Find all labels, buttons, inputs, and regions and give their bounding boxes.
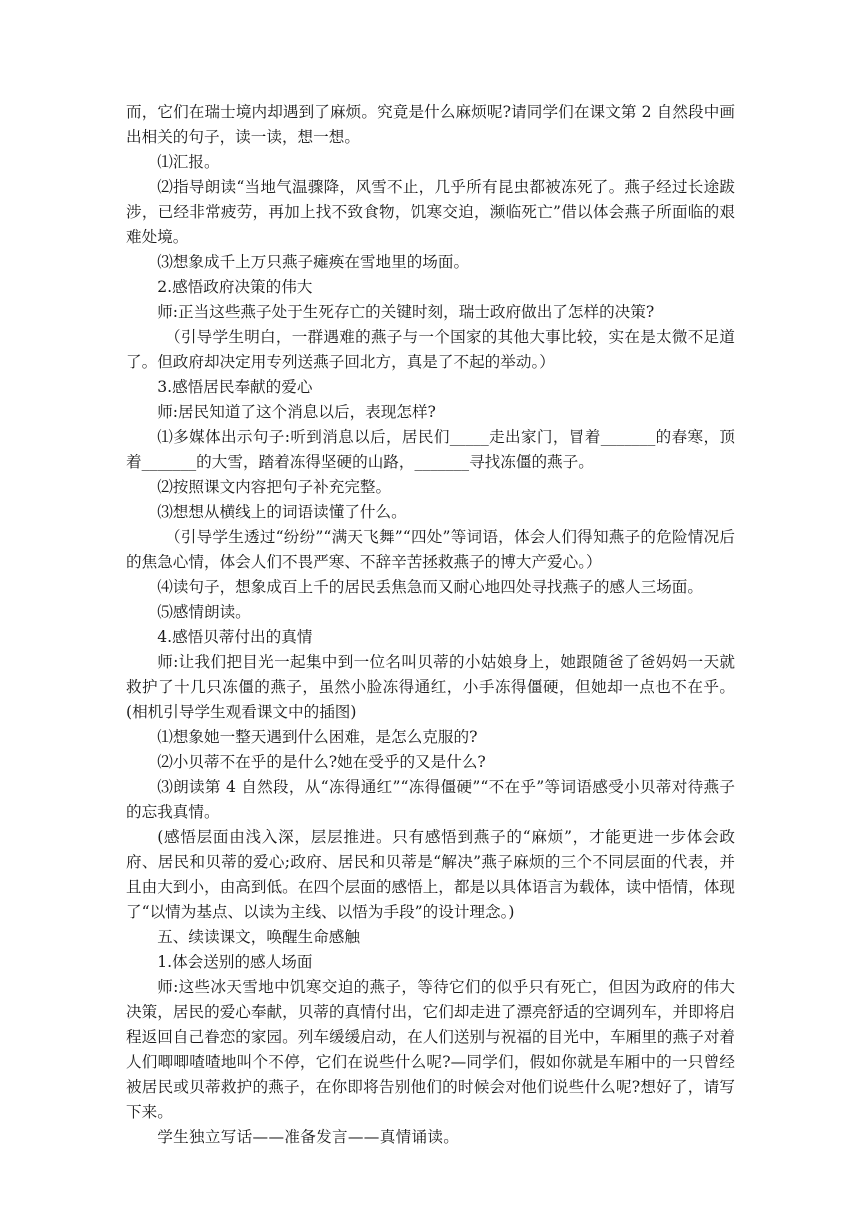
paragraph-1: ⑴汇报。: [157, 153, 220, 171]
paragraph-11: ⑶想想从横线上的词语读懂了什么。: [157, 503, 407, 521]
paragraph-8: 师:居民知道了这个消息以后，表现怎样?: [157, 403, 436, 421]
paragraph-20: (感悟层面由浅入深，层层推进。只有感悟到燕子的“麻烦”，才能更进一步体会政府、居民和贝蒂的爱心;政府、居民和贝蒂是“解决”燕子麻烦的三个不同层面的代表，并且由大到小，由高到低。在四个层面的感悟上，都是以具体语言为载体，读中悟情，体现了“以情为基点、以读为主线、以悟为手段”的设计理念。): [126, 828, 735, 921]
paragraph-12: （引导学生透过“纷纷”“满天飞舞”“四处”等词语，体会人们得知燕子的危险情况后的焦急心情，体会人们不畏严寒、不辞辛苦拯救燕子的博大产爱心。）: [126, 528, 735, 571]
paragraph-23: 师:这些冰天雪地中饥寒交迫的燕子，等待它们的似乎只有死亡，但因为政府的伟大决策，居民的爱心奉献，贝蒂的真情付出，它们却走进了漂亮舒适的空调列车，并即将启程返回自己眷恋的家园。列车缓缓启动，在人们送别与祝福的目光中，车厢里的燕子对着人们唧唧喳喳地叫个不停，它们在说些什么呢?—同学们，假如你就是车厢中的一只曾经被居民或贝蒂救护的燕子，在你即将告别他们的时候会对他们说些什么呢?想好了，请写下来。: [126, 978, 735, 1121]
paragraph-19: ⑶朗读第 4 自然段，从“冻得通红”“冻得僵硬”“不在乎”等词语感受小贝蒂对待燕子的忘我真情。: [126, 778, 735, 821]
paragraph-5: 师:正当这些燕子处于生死存亡的关键时刻，瑞士政府做出了怎样的决策?: [157, 303, 655, 321]
paragraph-0: 而，它们在瑞士境内却遇到了麻烦。究竟是什么麻烦呢?请同学们在课文第 2 自然段中画出相关的句子，读一读，想一想。: [126, 103, 735, 146]
paragraph-14: ⑸感情朗读。: [157, 603, 251, 621]
paragraph-3: ⑶想象成千上万只燕子瘫痪在雪地里的场面。: [157, 253, 470, 271]
paragraph-13: ⑷读句子，想象成百上千的居民丢焦急而又耐心地四处寻找燕子的感人三场面。: [157, 578, 703, 596]
section-heading-five: 五、续读课文，唤醒生命感触: [157, 928, 360, 946]
paragraph-9: ⑴多媒体出示句子:听到消息以后，居民们_____走出家门，冒着_______的春寒，顶着_______的大雪，踏着冻得坚硬的山路，_______寻找冻僵的燕子。: [126, 428, 735, 471]
paragraph-24: 学生独立写话——准备发言——真情诵读。: [157, 1128, 460, 1146]
paragraph-10: ⑵按照课文内容把句子补充完整。: [157, 478, 392, 496]
paragraph-6: （引导学生明白，一群遇难的燕子与一个国家的其他大事比较，实在是太微不足道了。但政府却决定用专列送燕子回北方，真是了不起的举动。）: [126, 328, 735, 371]
subsection-heading-1: 1.体会送别的感人场面: [157, 953, 313, 971]
section-heading-2: 2.感悟政府决策的伟大: [157, 278, 313, 296]
paragraph-17: ⑴想象她一整天遇到什么困难，是怎么克服的?: [157, 728, 478, 746]
paragraph-2: ⑵指导朗读“当地气温骤降，风雪不止，几乎所有昆虫都被冻死了。燕子经过长途跋涉，已经非常疲劳，再加上找不致食物，饥寒交迫，濒临死亡”借以体会燕子所面临的艰难处境。: [126, 178, 735, 246]
paragraph-18: ⑵小贝蒂不在乎的是什么?她在受乎的又是什么?: [157, 753, 486, 771]
paragraph-16: 师:让我们把目光一起集中到一位名叫贝蒂的小姑娘身上，她跟随爸了爸妈妈一天就救护了十几只冻僵的燕子，虽然小脸冻得通红，小手冻得僵硬，但她却一点也不在乎。(相机引导学生观看课文中的插图): [126, 653, 735, 721]
section-heading-4: 4.感悟贝蒂付出的真情: [157, 628, 313, 646]
section-heading-3: 3.感悟居民奉献的爱心: [157, 378, 313, 396]
